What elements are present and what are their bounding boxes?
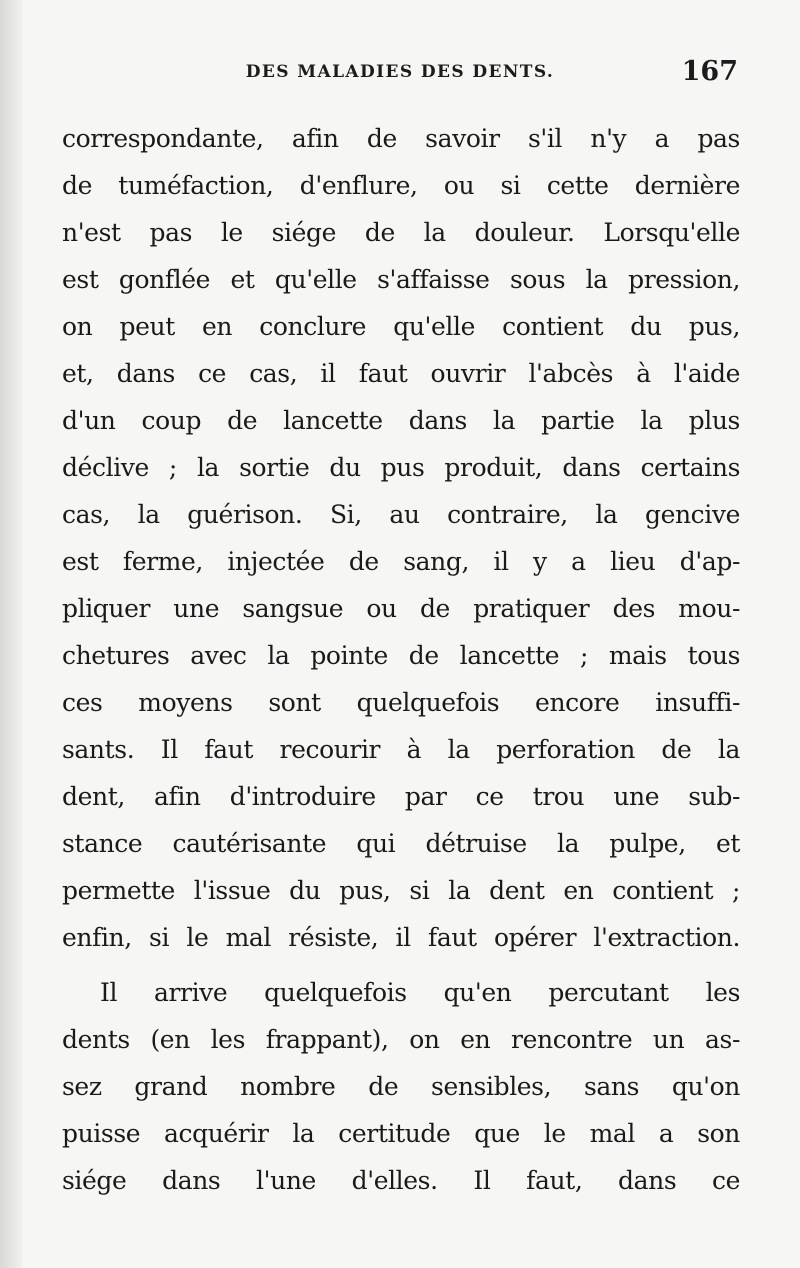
- paragraph: [62, 969, 740, 1204]
- text-line: correspondante, afin de savoir s'il n'y a pas: [62, 124, 740, 153]
- text-line: pliquer une sangsue ou de pratiquer des mou-: [62, 594, 740, 623]
- text-line: déclive ; la sortie du pus produit, dans certains: [62, 453, 740, 482]
- text-line: cas, la guérison. Si, au contraire, la gencive: [62, 500, 740, 529]
- paragraph-gap: [62, 961, 740, 969]
- running-header: [60, 56, 740, 90]
- text-line: sez grand nombre de sensibles, sans qu'on: [62, 1072, 740, 1101]
- text-line: Il arrive quelquefois qu'en percutant les: [100, 978, 740, 1007]
- text-line: dents (en les frappant), on en rencontre un as-: [62, 1025, 740, 1054]
- text-line: sants. Il faut recourir à la perforation de la: [62, 735, 740, 764]
- text-line: dent, afin d'introduire par ce trou une sub-: [62, 782, 740, 811]
- text-line: ces moyens sont quelquefois encore insuffi-: [62, 688, 740, 717]
- text-line: d'un coup de lancette dans la partie la plus: [62, 406, 740, 435]
- text-line: et, dans ce cas, il faut ouvrir l'abcès à l'aide: [62, 359, 740, 388]
- text-line: enfin, si le mal résiste, il faut opérer l'extraction.: [62, 923, 740, 952]
- text-line: n'est pas le siége de la douleur. Lorsqu'elle: [62, 218, 740, 247]
- text-line: on peut en conclure qu'elle contient du pus,: [62, 312, 740, 341]
- text-line: siége dans l'une d'elles. Il faut, dans ce: [62, 1166, 740, 1195]
- text-line: est ferme, injectée de sang, il y a lieu d'ap-: [62, 547, 740, 576]
- header-title: DES MALADIES DES DENTS.: [245, 62, 555, 82]
- text-line: stance cautérisante qui détruise la pulpe, et: [62, 829, 740, 858]
- text-line: chetures avec la pointe de lancette ; mais tous: [62, 641, 740, 670]
- page-gutter-shadow: [0, 0, 22, 1268]
- body-text: [62, 115, 740, 1204]
- text-line: de tuméfaction, d'enflure, ou si cette dernière: [62, 171, 740, 200]
- paragraph: [62, 115, 740, 961]
- text-line: permette l'issue du pus, si la dent en contient ;: [62, 876, 740, 905]
- page-number: 167: [681, 56, 738, 87]
- text-line: puisse acquérir la certitude que le mal a son: [62, 1119, 740, 1148]
- text-line: est gonflée et qu'elle s'affaisse sous la pression,: [62, 265, 740, 294]
